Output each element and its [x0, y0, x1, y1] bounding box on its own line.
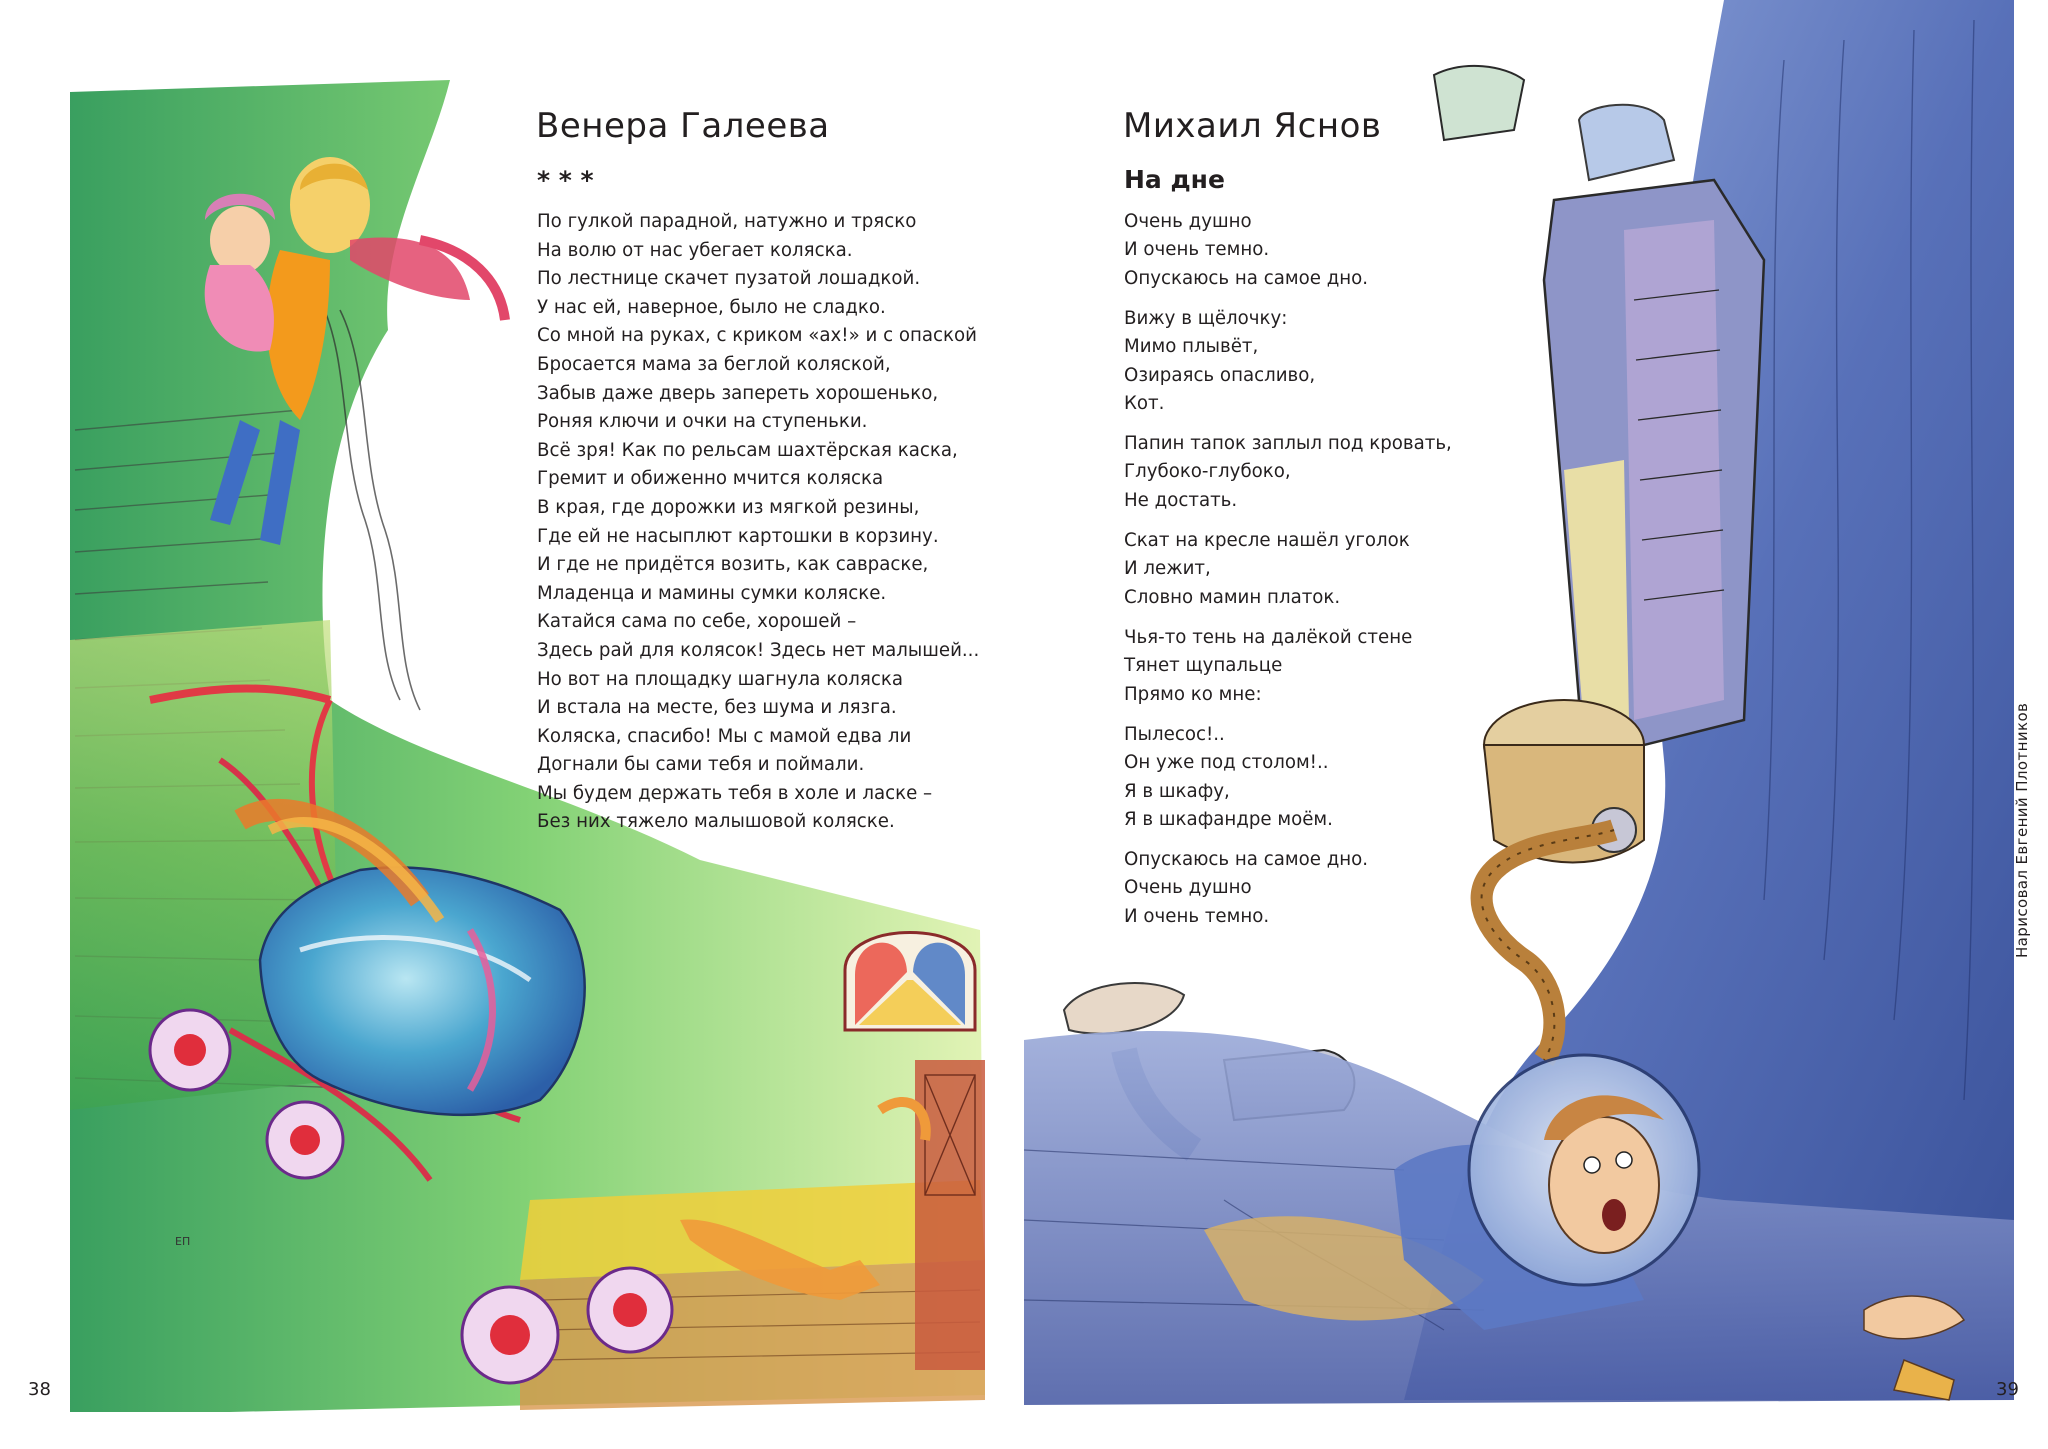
poem-line: Очень душно	[1124, 877, 1252, 899]
poem-line: Опускаюсь на самое дно.	[1124, 849, 1369, 870]
poem-line: Очень душно	[1124, 211, 1252, 232]
poem-line: Роняя ключи и очки на ступеньки.	[537, 411, 868, 433]
poem-line: Катайся сама по себе, хорошей –	[537, 611, 857, 633]
poem-line: Папин тапок заплыл под кровать,	[1124, 433, 1452, 454]
poem-line: Глубоко-глубоко,	[1124, 461, 1291, 483]
stanza	[1124, 430, 1452, 515]
stanza	[1124, 721, 1333, 834]
illustrator-credit: Нарисовал Евгений Плотников	[2013, 702, 2031, 958]
stanza	[1124, 846, 1368, 931]
poem-line: Но вот на площадку шагнула коляска	[537, 668, 904, 690]
stanza	[1124, 208, 1368, 293]
poem-line: Коляска, спасибо! Мы с мамой едва ли	[537, 725, 912, 747]
right-page	[1024, 0, 2048, 1449]
poem-line: Пылесос!..	[1124, 724, 1225, 745]
poem-line: Он уже под столом!..	[1124, 752, 1329, 774]
poem-line: Словно мамин платок.	[1124, 586, 1341, 608]
poem-line: Гремит и обиженно мчится коляска	[537, 468, 884, 490]
poem-line: Бросается мама за беглой коляской,	[537, 353, 891, 375]
poem-line: Младенца и мамины сумки коляске.	[537, 582, 887, 604]
poem-line: В края, где дорожки из мягкой резины,	[537, 496, 920, 518]
poem-line: По гулкой парадной, натужно и тряско	[537, 211, 917, 232]
author-name: Михаил Яснов	[1123, 106, 1382, 146]
stanza	[1124, 624, 1412, 709]
poem-line: Я в шкафу,	[1124, 780, 1230, 802]
poem-line: На волю от нас убегает коляска.	[537, 239, 853, 261]
page-number-right: 39	[1996, 1379, 2019, 1400]
poem-line: И очень темно.	[1124, 905, 1270, 927]
poem-line: Со мной на руках, с криком «ах!» и с опаской	[537, 325, 977, 347]
poem-title: * * *	[537, 166, 594, 195]
author-name: Венера Галеева	[536, 106, 830, 146]
poem-line: У нас ей, наверное, было не сладко.	[537, 296, 886, 318]
poem-line: Кот.	[1124, 392, 1165, 414]
poem-line: Мимо плывёт,	[1124, 336, 1259, 358]
poem-line: Мы будем держать тебя в холе и ласке –	[537, 782, 933, 804]
poem-line: Забыв даже дверь запереть хорошенько,	[537, 382, 939, 404]
poem-line: Скат на кресле нашёл уголок	[1124, 530, 1410, 551]
poem-line: Всё зря! Как по рельсам шахтёрская каска,	[537, 439, 958, 461]
poem-line: И где не придётся возить, как савраске,	[537, 554, 929, 576]
stanza	[1124, 527, 1410, 612]
poem-line: Догнали бы сами тебя и поймали.	[537, 754, 865, 776]
poem-line: Где ей не насыплют картошки в корзину.	[537, 525, 939, 547]
poem-line: Не достать.	[1124, 489, 1238, 511]
poem-line: По лестнице скачет пузатой лошадкой.	[537, 268, 921, 290]
poem-line: Я в шкафандре моём.	[1124, 808, 1333, 830]
poem-line: И встала на месте, без шума и лязга.	[537, 697, 897, 719]
poem-line: Здесь рай для колясок! Здесь нет малышей...	[537, 639, 980, 661]
svg-text:ЕП: ЕП	[175, 1235, 191, 1248]
poem-line: Озираясь опасливо,	[1124, 364, 1316, 386]
poem-line: Тянет щупальце	[1124, 655, 1283, 677]
poem-text	[537, 208, 979, 837]
poem-line: Чья-то тень на далёкой стене	[1124, 627, 1413, 648]
poem-line: И лежит,	[1124, 558, 1211, 580]
stanza	[1124, 305, 1315, 418]
poem-line: Прямо ко мне:	[1124, 683, 1262, 705]
poem-line: Опускаюсь на самое дно.	[1124, 267, 1369, 289]
page-number-left: 38	[28, 1379, 51, 1400]
poem-line: Без них тяжело малышовой коляске.	[537, 811, 895, 833]
poem-line: Вижу в щёлочку:	[1124, 308, 1288, 329]
poem-title: На дне	[1124, 165, 1225, 194]
poem-line: И очень темно.	[1124, 239, 1270, 261]
